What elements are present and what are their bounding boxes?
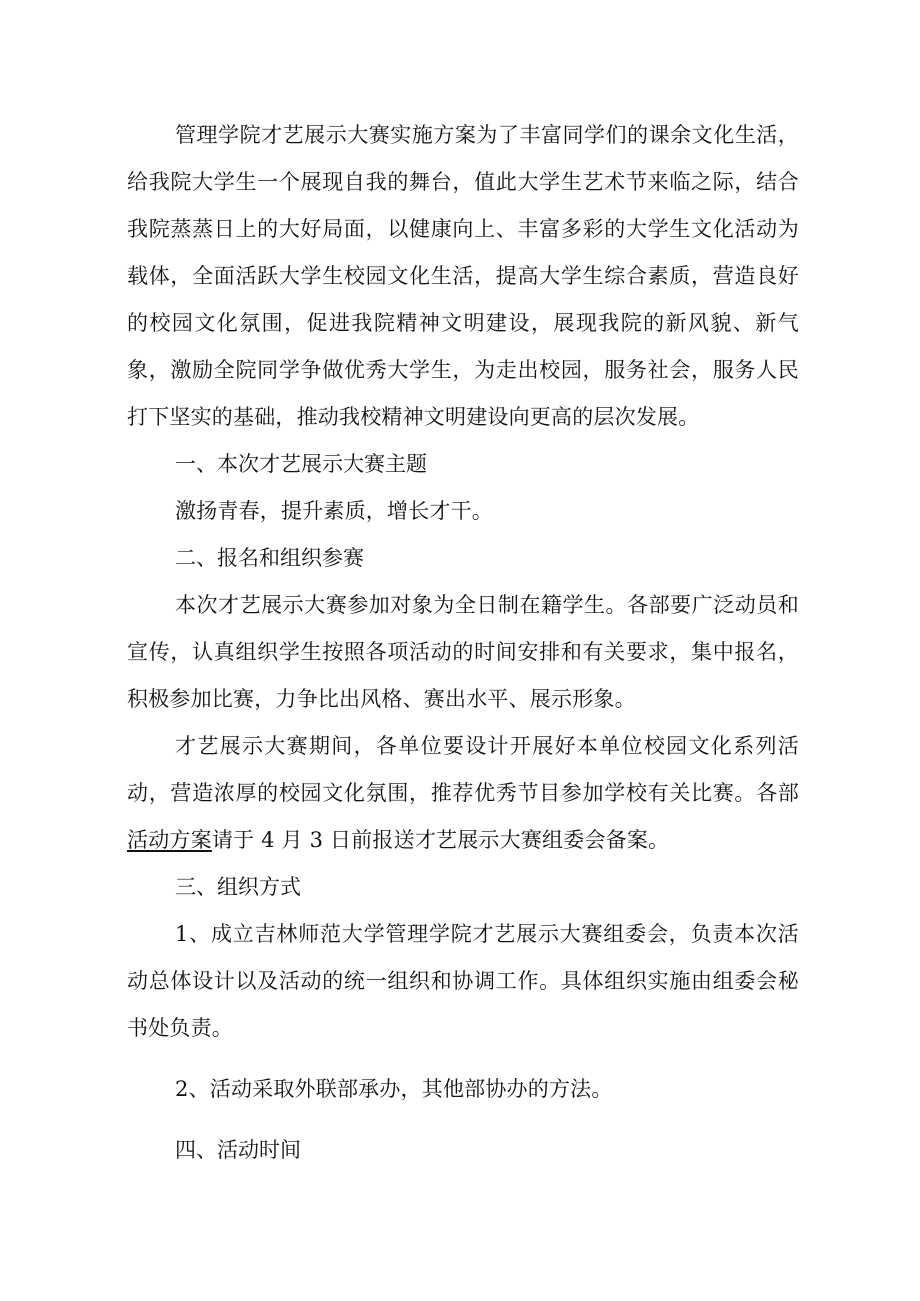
activity-plan-link[interactable]: 活动方案 [127,828,212,852]
section2-paragraph-2-end: 请于 4 月 3 日前报送才艺展示大赛组委会备案。 [211,828,670,852]
section1-text: 激扬青春，提升素质，增长才干。 [175,499,493,523]
section2-paragraph-1: 本次才艺展示大赛参加对象为全日制在籍学生。各部要广泛动员和宣传，认真组织学生按照各项活动的时间安排和有关要求，集中报名，积极参加比赛，力争比出风格、赛出水平、展示形象。 [127,593,799,711]
section2-heading: 二、报名和组织参赛 [175,546,364,570]
section3-item-2: 2、活动采取外联部承办，其他部协办的方法。 [175,1077,613,1101]
intro-paragraph: 管理学院才艺展示大赛实施方案为了丰富同学们的课余文化生活，给我院大学生一个展现自我的舞台，值此大学生艺术节来临之际，结合我院蒸蒸日上的大好局面，以健康向上、丰富多彩的大学生文化活动为载体，全面活跃大学生校园文化生活，提高大学生综合素质，营造良好的校园文化氛围，促进我院精神文明建设，展现我院的新风貌、新气象，激励全院同学争做优秀大学生，为走出校园，服务社会，服务人民打下坚实的基础，推动我校精神文明建设向更高的层次发展。 [127,123,799,429]
section2-paragraph-2-start: 才艺展示大赛期间，各单位要设计开展好本单位校园文化系列活动，营造浓厚的校园文化氛围，推荐优秀节目参加学校有关比赛。各部 [127,734,799,805]
document-body [127,112,799,1174]
section3-item-1: 1、成立吉林师范大学管理学院才艺展示大赛组委会，负责本次活动总体设计以及活动的统一组织和协调工作。具体组织实施由组委会秘书处负责。 [127,922,799,1040]
section4-heading: 四、活动时间 [175,1138,301,1162]
section2-paragraph-2 [127,723,799,864]
section3-heading: 三、组织方式 [175,875,301,899]
section1-heading: 一、本次才艺展示大赛主题 [175,452,427,476]
